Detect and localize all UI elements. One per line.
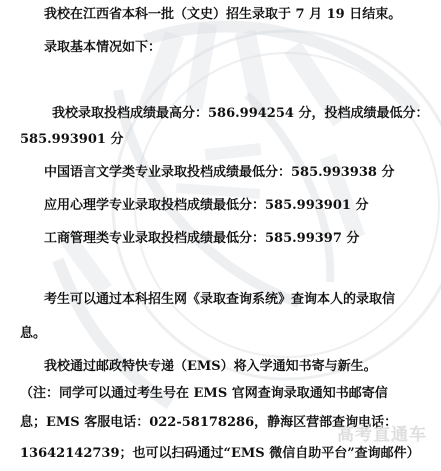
ems-delivery-line: 我校通过邮政特快专递（EMS）将入学通知书寄与新生。 bbox=[44, 359, 377, 374]
admission-query-line-continued: 息。 bbox=[20, 326, 47, 341]
overall-score-line: 我校录取投档成绩最高分：586.994254 分，投档成绩最低分： bbox=[52, 106, 429, 121]
business-management-score-line: 工商管理类专业录取投档成绩最低分：585.99397 分 bbox=[44, 231, 360, 246]
notice-intro-line: 我校在江西省本科一批（文史）招生录取于 7 月 19 日结束。 bbox=[44, 7, 402, 22]
gaokao-zhitongche-watermark-logo: 高考直通车 bbox=[337, 425, 427, 445]
summary-heading: 录取基本情况如下： bbox=[44, 40, 162, 55]
ems-note-line-2: 息；EMS 客服电话：022-58178286，静海区营部查询电话： bbox=[20, 415, 398, 430]
admission-query-line: 考生可以通过本科招生网《录取查询系统》查询本人的录取信 bbox=[44, 292, 396, 307]
ems-note-line-1: （注：同学可以通过考生号在 EMS 官网查询录取通知书邮寄信 bbox=[20, 386, 388, 401]
chinese-language-score-line: 中国语言文学类专业录取投档成绩最低分：585.993938 分 bbox=[44, 165, 395, 180]
overall-minimum-score: 585.993901 分 bbox=[20, 132, 124, 147]
ems-note-line-3: 13642142739；也可以扫码通过“EMS 微信自助平台”查询邮件） bbox=[20, 446, 420, 461]
applied-psychology-score-line: 应用心理学专业录取投档成绩最低分：585.993901 分 bbox=[44, 198, 369, 213]
